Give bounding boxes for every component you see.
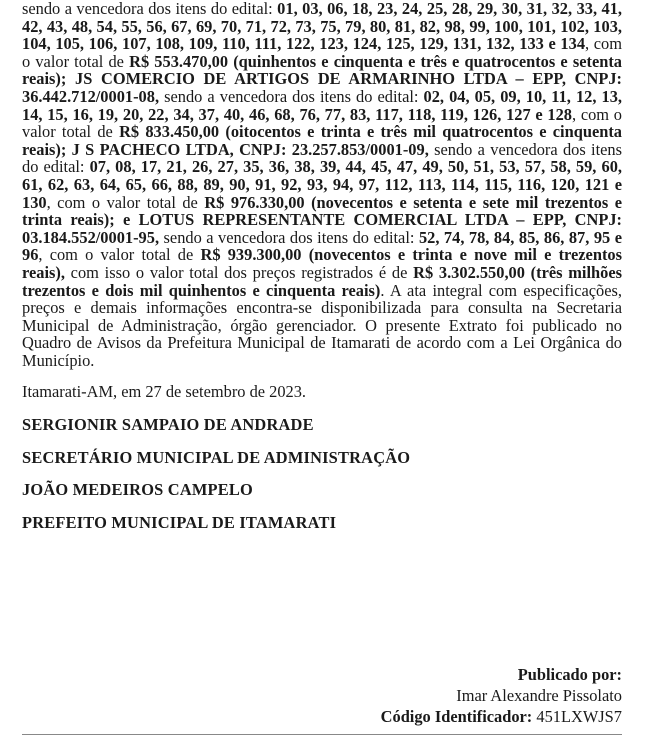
extract-text: , com o valor total de bbox=[22, 34, 622, 71]
items-list-4: 52, 74, 78, 84, 85, 86, 87, 95 e 96 bbox=[22, 227, 622, 265]
total-value-2: R$ 833.450,00 (oitocentos e trinta e três mil quatrocentos e cinquenta reais); J S PACHECO LTDA, CNPJ: 23.257.853/0001-09, bbox=[22, 122, 622, 159]
total-value-1: R$ 553.470,00 (quinhentos e cinquenta e três e quatrocentos e setenta reais); JS COMERCIO DE ARTIGOS DE ARMARINHO LTDA – EPP, CNPJ: 36.442.712/0001-08, bbox=[22, 51, 622, 106]
published-by-label: Publicado por: bbox=[517, 665, 622, 684]
identifier-code: 451LXWJS7 bbox=[536, 707, 622, 726]
date-line: Itamarati-AM, em 27 de setembro de 2023. bbox=[22, 382, 307, 402]
publisher-name: Imar Alexandre Pissolato bbox=[456, 686, 622, 705]
extract-text: sendo a vencedora dos itens do edital: bbox=[159, 227, 419, 247]
extract-text: . A ata integral com especificações, preços e demais informações encontra-se disponibilizada para consulta na Secretaria Municipal de Administração, órgão gerenciador. O presente Extrato foi publicado no Quadro de Avisos da Prefeitura Municipal de Itamarati de acordo com a Lei Orgânica do Município. bbox=[22, 280, 623, 370]
signatory-role: SECRETÁRIO MUNICIPAL DE ADMINISTRAÇÃO bbox=[22, 447, 411, 467]
total-value-3: R$ 976.330,00 (novecentos e setenta e sete mil trezentos e trinta reais); e LOTUS REPRESENTANTE COMERCIAL LTDA – EPP, CNPJ: 03.184.552/0001-95, bbox=[22, 192, 622, 247]
extract-text: sendo a vencedora dos itens do edital: bbox=[159, 86, 424, 106]
extract-text: , com o valor total de bbox=[38, 245, 201, 265]
extract-text: , com o valor total de bbox=[22, 104, 622, 142]
signatory-role: PREFEITO MUNICIPAL DE ITAMARATI bbox=[22, 512, 337, 532]
items-list-3: 07, 08, 17, 21, 26, 27, 35, 36, 38, 39, 44, 45, 47, 49, 50, 51, 53, 57, 58, 59, 60, 61, 62, 63, 64, 65, 66, 88, 89, 90, 91, 92, 93, 94, 97, 112, 113, 114, 115, 116, 120, 121 e 130 bbox=[22, 157, 622, 212]
extract-text: sendo a vencedora dos itens do edital: bbox=[22, 0, 278, 18]
divider bbox=[22, 734, 622, 735]
extract-paragraph bbox=[22, 0, 622, 369]
extract-text: sendo a vencedora dos itens do edital: bbox=[22, 139, 622, 177]
grand-total: R$ 3.302.550,00 (três milhões trezentos e dois mil quinhentos e cinquenta reais) bbox=[22, 262, 623, 300]
extract-text: com isso o valor total dos preços registrados é de bbox=[64, 262, 414, 282]
total-value-4: R$ 939.300,00 (novecentos e trinta e nove mil e trezentos reais), bbox=[22, 245, 622, 282]
extract-text: , com o valor total de bbox=[46, 192, 205, 212]
document-page bbox=[22, 0, 623, 726]
signatory-name: JOÃO MEDEIROS CAMPELO bbox=[22, 480, 253, 500]
items-list-1: 01, 03, 06, 18, 23, 24, 25, 28, 29, 30, 31, 32, 33, 41, 42, 43, 48, 54, 55, 56, 67, 69, 70, 71, 72, 73, 75, 79, 80, 81, 82, 98, 99, 100, 101, 102, 103, 104, 105, 106, 107, 108, 109, 110, 111, 122, 123, 124, 125, 129, 131, 132, 133 e 134 bbox=[22, 0, 622, 54]
signatory-name: SERGIONIR SAMPAIO DE ANDRADE bbox=[22, 415, 314, 435]
identifier-code-label: Código Identificador: bbox=[380, 707, 533, 726]
items-list-2: 02, 04, 05, 09, 10, 11, 12, 13, 14, 15, 16, 19, 20, 22, 34, 37, 40, 46, 68, 76, 77, 83, 117, 118, 119, 126, 127 e 128 bbox=[22, 86, 623, 124]
publication-block bbox=[322, 664, 622, 727]
